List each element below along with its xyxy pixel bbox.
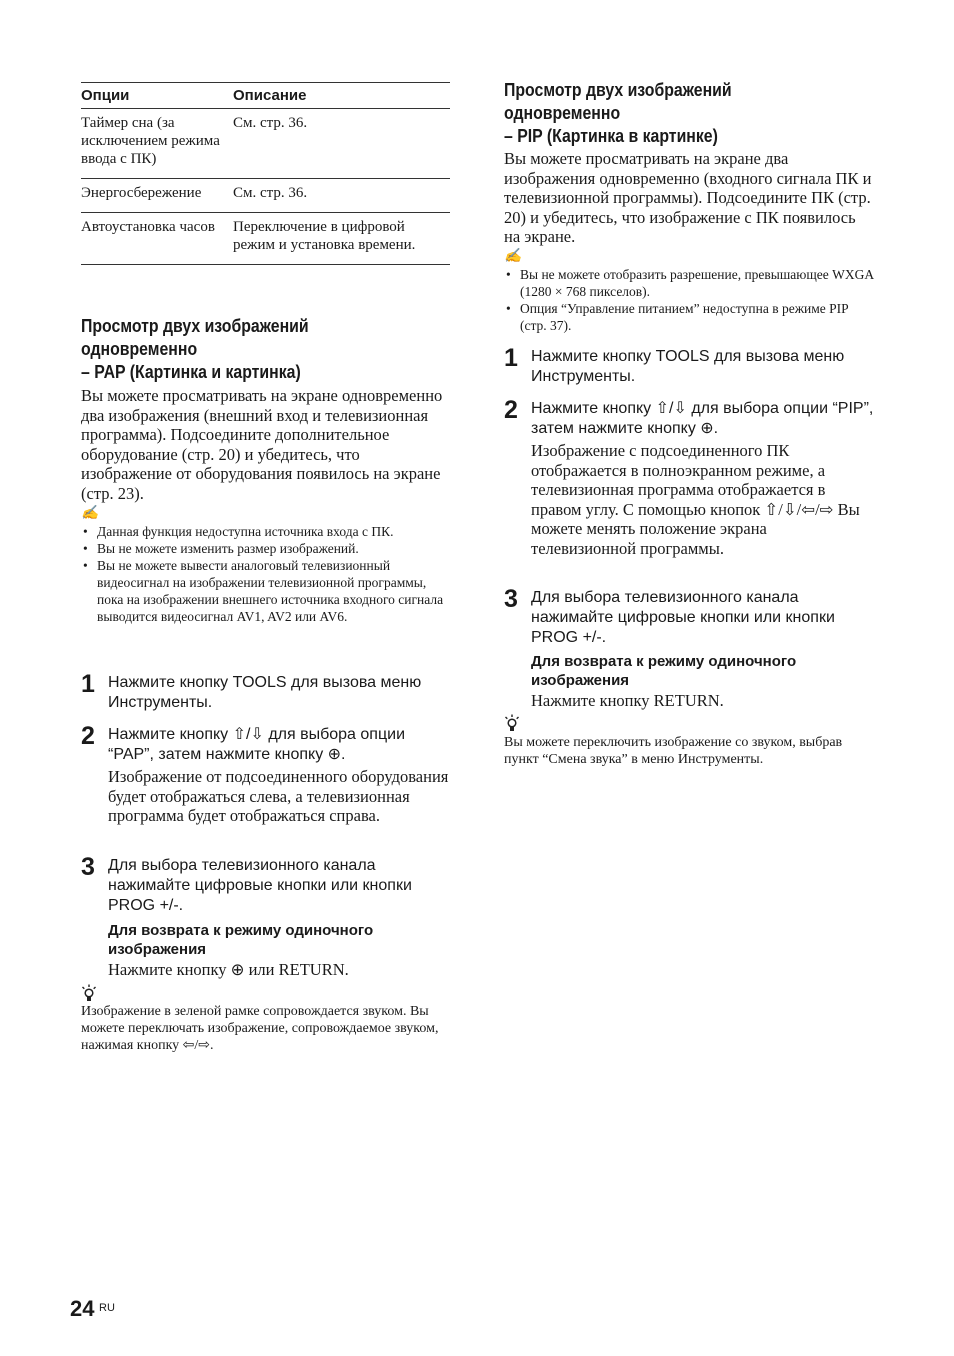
step-text: Для выбора телевизионного канала нажимайте цифровые кнопки или кнопки PROG +/-. bbox=[108, 857, 412, 914]
tip-lightbulb-icon bbox=[504, 714, 520, 732]
table-row bbox=[81, 213, 450, 265]
table-cell: Автоустановка часов bbox=[81, 213, 233, 265]
pip-tip-text: Вы можете переключить изображение со звуком, выбрав пункт “Смена звука” в меню Инструменты. bbox=[504, 735, 843, 767]
pap-notes bbox=[81, 523, 451, 625]
list-item: • Вы не можете вывести аналоговый телевизионный видеосигнал на изображении телевизионной программы, пока на изображении внешнего источника входного сигнала выводится видеосигнал AV1, AV2 или AV6. bbox=[81, 557, 451, 625]
tip-lightbulb-icon bbox=[81, 984, 97, 1002]
table-header-options: Опции bbox=[81, 83, 233, 109]
pip-title-line2: одновременно bbox=[504, 103, 621, 123]
table-cell: Переключение в цифровой режим и установка времени. bbox=[233, 213, 450, 265]
step-description: Изображение с подсоединенного ПК отображается в полноэкранном режиме, а телевизионная программа отображается в правом углу. С помощью кнопок ⇧/⇩/⇦/⇨ Вы можете менять положение экрана телевизионной программы. bbox=[531, 441, 860, 558]
step-description: Изображение от подсоединенного оборудования будет отображаться слева, а телевизионная программа будет отображаться справа. bbox=[108, 767, 449, 825]
table-row bbox=[81, 109, 450, 179]
pip-notes bbox=[504, 266, 874, 334]
list-item: • Вы не можете изменить размер изображений. bbox=[81, 540, 451, 557]
list-item: • Вы не можете отобразить разрешение, превышающее WXGA (1280 × 768 пикселов). bbox=[504, 266, 874, 300]
pap-title-line3: – PAP (Картинка и картинка) bbox=[81, 362, 301, 382]
step-text: Нажмите кнопку ⇧/⇩ для выбора опции “PAP”, затем нажмите кнопку ⊕. bbox=[108, 726, 405, 763]
list-item: • Данная функция недоступна источника входа с ПК. bbox=[81, 523, 451, 540]
list-item: • Опция “Управление питанием” недоступна в режиме PIP (стр. 37). bbox=[504, 300, 874, 334]
step-number: 1 bbox=[81, 670, 95, 698]
pap-tip-text: Изображение в зеленой рамке сопровождается звуком. Вы можете переключать изображение, сопровождаемое звуком, нажимая кнопку ⇦/⇨. bbox=[81, 1004, 439, 1053]
note-icon: ✍ bbox=[81, 505, 99, 521]
note-icon: ✍ bbox=[504, 248, 522, 264]
pap-intro: Вы можете просматривать на экране одновременно два изображения (внешний вход и телевизионная программа). Подсоедините дополнительное оборудование (стр. 20) и убедитесь, что изображение от оборудования появилось на экране (стр. 23). bbox=[81, 386, 443, 503]
step-text: Нажмите кнопку TOOLS для вызова меню Инструменты. bbox=[108, 674, 422, 711]
return-heading: Для возврата к режиму одиночного изображения bbox=[108, 922, 374, 958]
step-number: 1 bbox=[504, 344, 518, 372]
step-number: 2 bbox=[81, 722, 95, 750]
table-header-row bbox=[81, 83, 450, 109]
pap-title-line2: одновременно bbox=[81, 339, 198, 359]
table-row bbox=[81, 179, 450, 213]
step-number: 2 bbox=[504, 396, 518, 424]
table-cell: Энергосбережение bbox=[81, 179, 233, 213]
table-cell: См. стр. 36. bbox=[233, 179, 450, 213]
step-text: Нажмите кнопку ⇧/⇩ для выбора опции “PIP”, затем нажмите кнопку ⊕. bbox=[531, 400, 874, 437]
step-text: Для выбора телевизионного канала нажимайте цифровые кнопки или кнопки PROG +/-. bbox=[531, 589, 835, 646]
step-number: 3 bbox=[504, 585, 518, 613]
pip-intro: Вы можете просматривать на экране два изображения одновременно (входного сигнала ПК и телевизионной программы). Подсоедините ПК (стр. 20) и убедитесь, что изображение с ПК появилось на экране. bbox=[504, 149, 872, 246]
pip-title-line1: Просмотр двух изображений bbox=[504, 80, 732, 100]
step-number: 3 bbox=[81, 853, 95, 881]
return-text: Нажмите кнопку RETURN. bbox=[531, 691, 724, 710]
step-text: Нажмите кнопку TOOLS для вызова меню Инструменты. bbox=[531, 348, 845, 385]
page-language-code: RU bbox=[99, 1302, 115, 1314]
return-text: Нажмите кнопку ⊕ или RETURN. bbox=[108, 960, 349, 979]
table-header-description: Описание bbox=[233, 83, 450, 109]
pip-title-line3: – PIP (Картинка в картинке) bbox=[504, 126, 718, 146]
options-table bbox=[81, 82, 450, 265]
page-number: 24 bbox=[70, 1296, 95, 1321]
return-heading: Для возврата к режиму одиночного изображения bbox=[531, 653, 797, 689]
pap-title-line1: Просмотр двух изображений bbox=[81, 316, 309, 336]
table-cell: Таймер сна (за исключением режима ввода с ПК) bbox=[81, 109, 233, 179]
table-cell: См. стр. 36. bbox=[233, 109, 450, 179]
